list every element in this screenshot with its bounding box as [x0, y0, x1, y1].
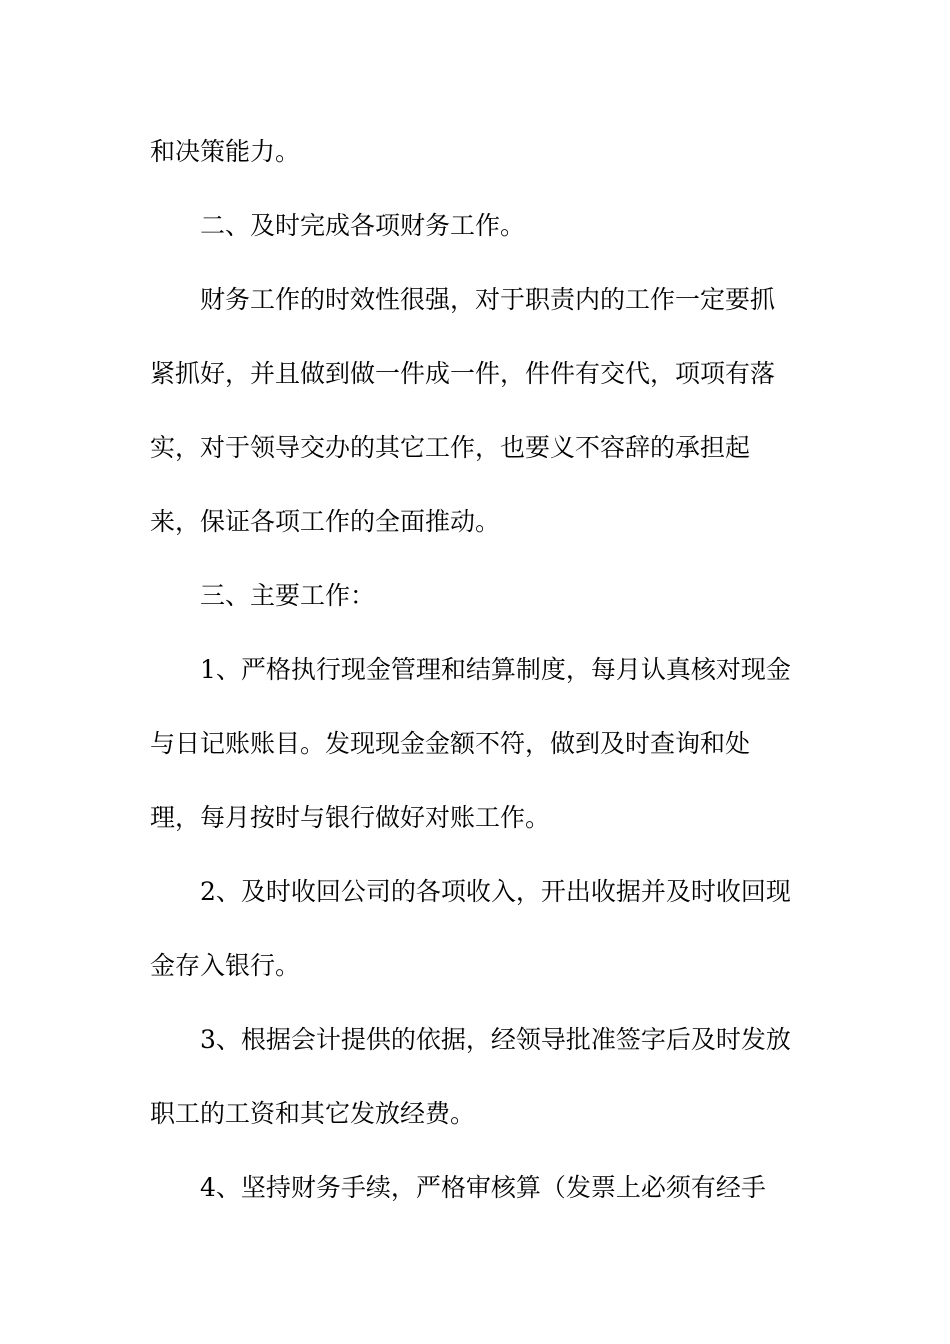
- text-line: 和决策能力。: [150, 137, 301, 166]
- text-line: 财务工作的时效性很强，对于职责内的工作一定要抓: [200, 285, 776, 314]
- text-line: 金存入银行。: [150, 951, 301, 980]
- text-line: 与日记账账目。发现现金金额不符，做到及时查询和处: [150, 729, 751, 758]
- text-line: 2、及时收回公司的各项收入，开出收据并及时收回现: [200, 877, 791, 906]
- text-line: 理，每月按时与银行做好对账工作。: [150, 803, 551, 832]
- text-line: 4、坚持财务手续，严格审核算（发票上必须有经手: [200, 1173, 766, 1202]
- text-line: 紧抓好，并且做到做一件成一件，件件有交代，项项有落: [150, 359, 776, 388]
- section-heading: 三、主要工作：: [200, 581, 376, 610]
- text-line: 3、根据会计提供的依据，经领导批准签字后及时发放: [200, 1025, 791, 1054]
- text-line: 实，对于领导交办的其它工作，也要义不容辞的承担起: [150, 433, 751, 462]
- section-heading: 二、及时完成各项财务工作。: [200, 211, 526, 240]
- text-line: 1、严格执行现金管理和结算制度，每月认真核对现金: [200, 655, 791, 684]
- text-line: 职工的工资和其它发放经费。: [150, 1099, 476, 1128]
- text-line: 来，保证各项工作的全面推动。: [150, 507, 501, 536]
